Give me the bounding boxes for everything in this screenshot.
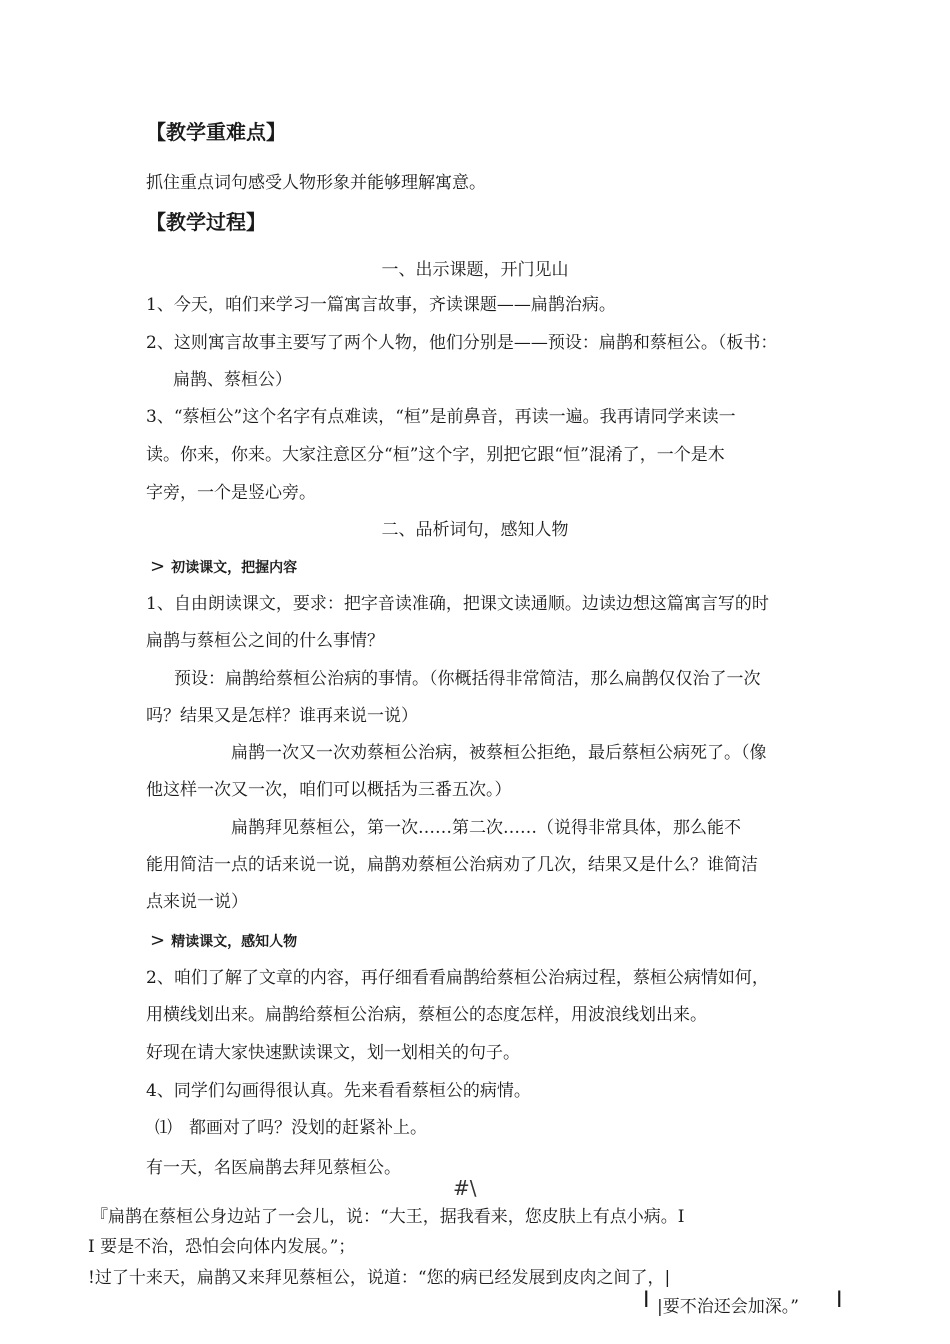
section-title-1: 一、出示课题，开门见山: [381, 260, 569, 280]
paragraph-2-line-2: 扁鹊、蔡桓公）: [173, 370, 292, 390]
paragraph-2-line-1: 2、这则寓言故事主要写了两个人物，他们分别是——预设：扁鹊和蔡桓公。（板书：: [146, 333, 778, 353]
paragraph-3-line-2: 读。你来，你来。大家注意区分“桓”这个字，别把它跟“恒”混淆了，一个是木: [146, 445, 725, 465]
subheading-first-reading: [150, 556, 297, 579]
quote-bar-right: I: [836, 1288, 843, 1313]
arrow-icon: >: [150, 930, 166, 951]
paragraph-4-line-2: 扁鹊与蔡桓公之间的什么事情？: [146, 631, 384, 651]
quote-line-1: 『扁鹊在蔡桓公身边站了一会儿，说：“大王，据我看来，您皮肤上有点小病。I: [91, 1207, 685, 1227]
paragraph-9: 好现在请大家快速默读课文，划一划相关的句子。: [146, 1043, 520, 1063]
paragraph-7-line-1: 扁鹊拜见蔡桓公，第一次……第二次……（说得非常具体，那么能不: [231, 818, 741, 838]
paragraph-6-line-1: 扁鹊一次又一次劝蔡桓公治病，被蔡桓公拒绝，最后蔡桓公病死了。（像: [231, 743, 767, 763]
paragraph-10: 4、同学们勾画得很认真。先来看看蔡桓公的病情。: [146, 1081, 531, 1101]
section-title-2: 二、品析词句，感知人物: [381, 520, 569, 540]
quote-line-3: !过了十来天，扁鹊又来拜见蔡桓公，说道：“您的病已经发展到皮肉之间了，|: [88, 1268, 671, 1288]
paragraph-12: 有一天，名医扁鹊去拜见蔡桓公。: [146, 1158, 401, 1178]
subheading-first-reading-label: 初读课文，把握内容: [171, 560, 298, 576]
quote-line-2: I 要是不治，恐怕会向体内发展。”；: [88, 1237, 356, 1257]
paragraph-8-line-2: 用横线划出来。扁鹊给蔡桓公治病，蔡桓公的态度怎样，用波浪线划出来。: [146, 1005, 707, 1025]
heading-teaching-process: 【教学过程】: [146, 210, 266, 234]
scan-mark: #\: [453, 1176, 477, 1200]
paragraph-6-line-2: 他这样一次又一次，咱们可以概括为三番五次。）: [146, 780, 512, 800]
paragraph-5-line-2: 吗？结果又是怎样？谁再来说一说）: [146, 706, 418, 726]
subheading-close-reading-label: 精读课文，感知人物: [171, 934, 298, 950]
heading-teaching-difficulty: 【教学重难点】: [146, 120, 286, 144]
paragraph-4-line-1: 1、自由朗读课文，要求：把字音读准确，把课文读通顺。边读边想这篇寓言写的时: [146, 594, 769, 614]
paragraph-7-line-3: 点来说一说）: [146, 892, 248, 912]
paragraph-3-line-3: 字旁，一个是竖心旁。: [146, 483, 316, 503]
paragraph-1: 1、今天，咱们来学习一篇寓言故事，齐读课题——扁鹊治病。: [146, 295, 616, 315]
paragraph-8-line-1: 2、咱们了解了文章的内容，再仔细看看扁鹊给蔡桓公治病过程，蔡桓公病情如何，: [146, 968, 769, 988]
paragraph-11: ⑴ 都画对了吗？没划的赶紧补上。: [155, 1118, 427, 1138]
paragraph-5-line-1: 预设：扁鹊给蔡桓公治病的事情。（你概括得非常简洁，那么扁鹊仅仅治了一次: [174, 669, 761, 689]
difficulty-text: 抓住重点词句感受人物形象并能够理解寓意。: [146, 173, 486, 193]
subheading-close-reading: [150, 930, 297, 953]
quote-bar-left: I: [643, 1288, 650, 1313]
paragraph-3-line-1: 3、“蔡桓公”这个名字有点难读，“桓”是前鼻音，再读一遍。我再请同学来读一: [146, 407, 736, 427]
paragraph-7-line-2: 能用简洁一点的话来说一说，扁鹊劝蔡桓公治病劝了几次，结果又是什么？谁简洁: [146, 855, 758, 875]
arrow-icon: >: [150, 556, 166, 577]
quote-line-4: |要不治还会加深。”: [657, 1297, 799, 1317]
